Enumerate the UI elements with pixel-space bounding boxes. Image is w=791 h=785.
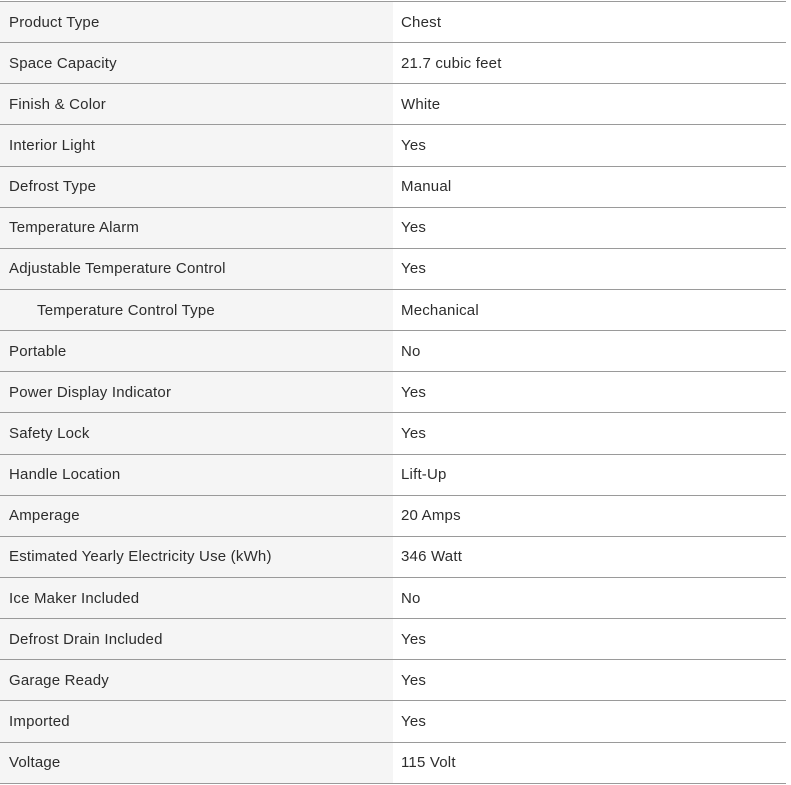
spec-label: Voltage	[0, 743, 393, 783]
spec-label: Defrost Type	[0, 167, 393, 207]
spec-value: Yes	[393, 619, 786, 659]
spec-label: Temperature Control Type	[0, 290, 393, 330]
spec-value: Mechanical	[393, 290, 786, 330]
spec-value: No	[393, 331, 786, 371]
spec-label: Space Capacity	[0, 43, 393, 83]
spec-value: Yes	[393, 701, 786, 741]
spec-row	[0, 660, 786, 701]
spec-label: Finish & Color	[0, 84, 393, 124]
spec-value: White	[393, 84, 786, 124]
spec-row	[0, 167, 786, 208]
spec-row	[0, 125, 786, 166]
spec-row	[0, 84, 786, 125]
spec-label: Safety Lock	[0, 413, 393, 453]
spec-row	[0, 537, 786, 578]
spec-value: 21.7 cubic feet	[393, 43, 786, 83]
spec-row	[0, 413, 786, 454]
spec-row	[0, 701, 786, 742]
spec-label: Amperage	[0, 496, 393, 536]
spec-row	[0, 372, 786, 413]
spec-label: Interior Light	[0, 125, 393, 165]
spec-value: Chest	[393, 2, 786, 42]
spec-value: Yes	[393, 208, 786, 248]
spec-label: Defrost Drain Included	[0, 619, 393, 659]
spec-row	[0, 496, 786, 537]
spec-row	[0, 743, 786, 784]
spec-value: Yes	[393, 125, 786, 165]
spec-row	[0, 619, 786, 660]
spec-row	[0, 249, 786, 290]
spec-value: Manual	[393, 167, 786, 207]
spec-label: Garage Ready	[0, 660, 393, 700]
spec-row	[0, 455, 786, 496]
spec-label: Adjustable Temperature Control	[0, 249, 393, 289]
spec-row	[0, 2, 786, 43]
spec-row	[0, 290, 786, 331]
spec-label: Ice Maker Included	[0, 578, 393, 618]
spec-label: Imported	[0, 701, 393, 741]
specifications-table	[0, 1, 786, 784]
spec-value: 115 Volt	[393, 743, 786, 783]
spec-row	[0, 208, 786, 249]
spec-label: Handle Location	[0, 455, 393, 495]
spec-row	[0, 331, 786, 372]
spec-label: Estimated Yearly Electricity Use (kWh)	[0, 537, 393, 577]
spec-label: Portable	[0, 331, 393, 371]
spec-value: No	[393, 578, 786, 618]
spec-value: Yes	[393, 660, 786, 700]
spec-value: Lift-Up	[393, 455, 786, 495]
spec-label: Power Display Indicator	[0, 372, 393, 412]
spec-label: Product Type	[0, 2, 393, 42]
spec-value: 346 Watt	[393, 537, 786, 577]
spec-value: Yes	[393, 413, 786, 453]
spec-value: 20 Amps	[393, 496, 786, 536]
spec-label: Temperature Alarm	[0, 208, 393, 248]
spec-row	[0, 578, 786, 619]
spec-value: Yes	[393, 372, 786, 412]
spec-row	[0, 43, 786, 84]
spec-value: Yes	[393, 249, 786, 289]
